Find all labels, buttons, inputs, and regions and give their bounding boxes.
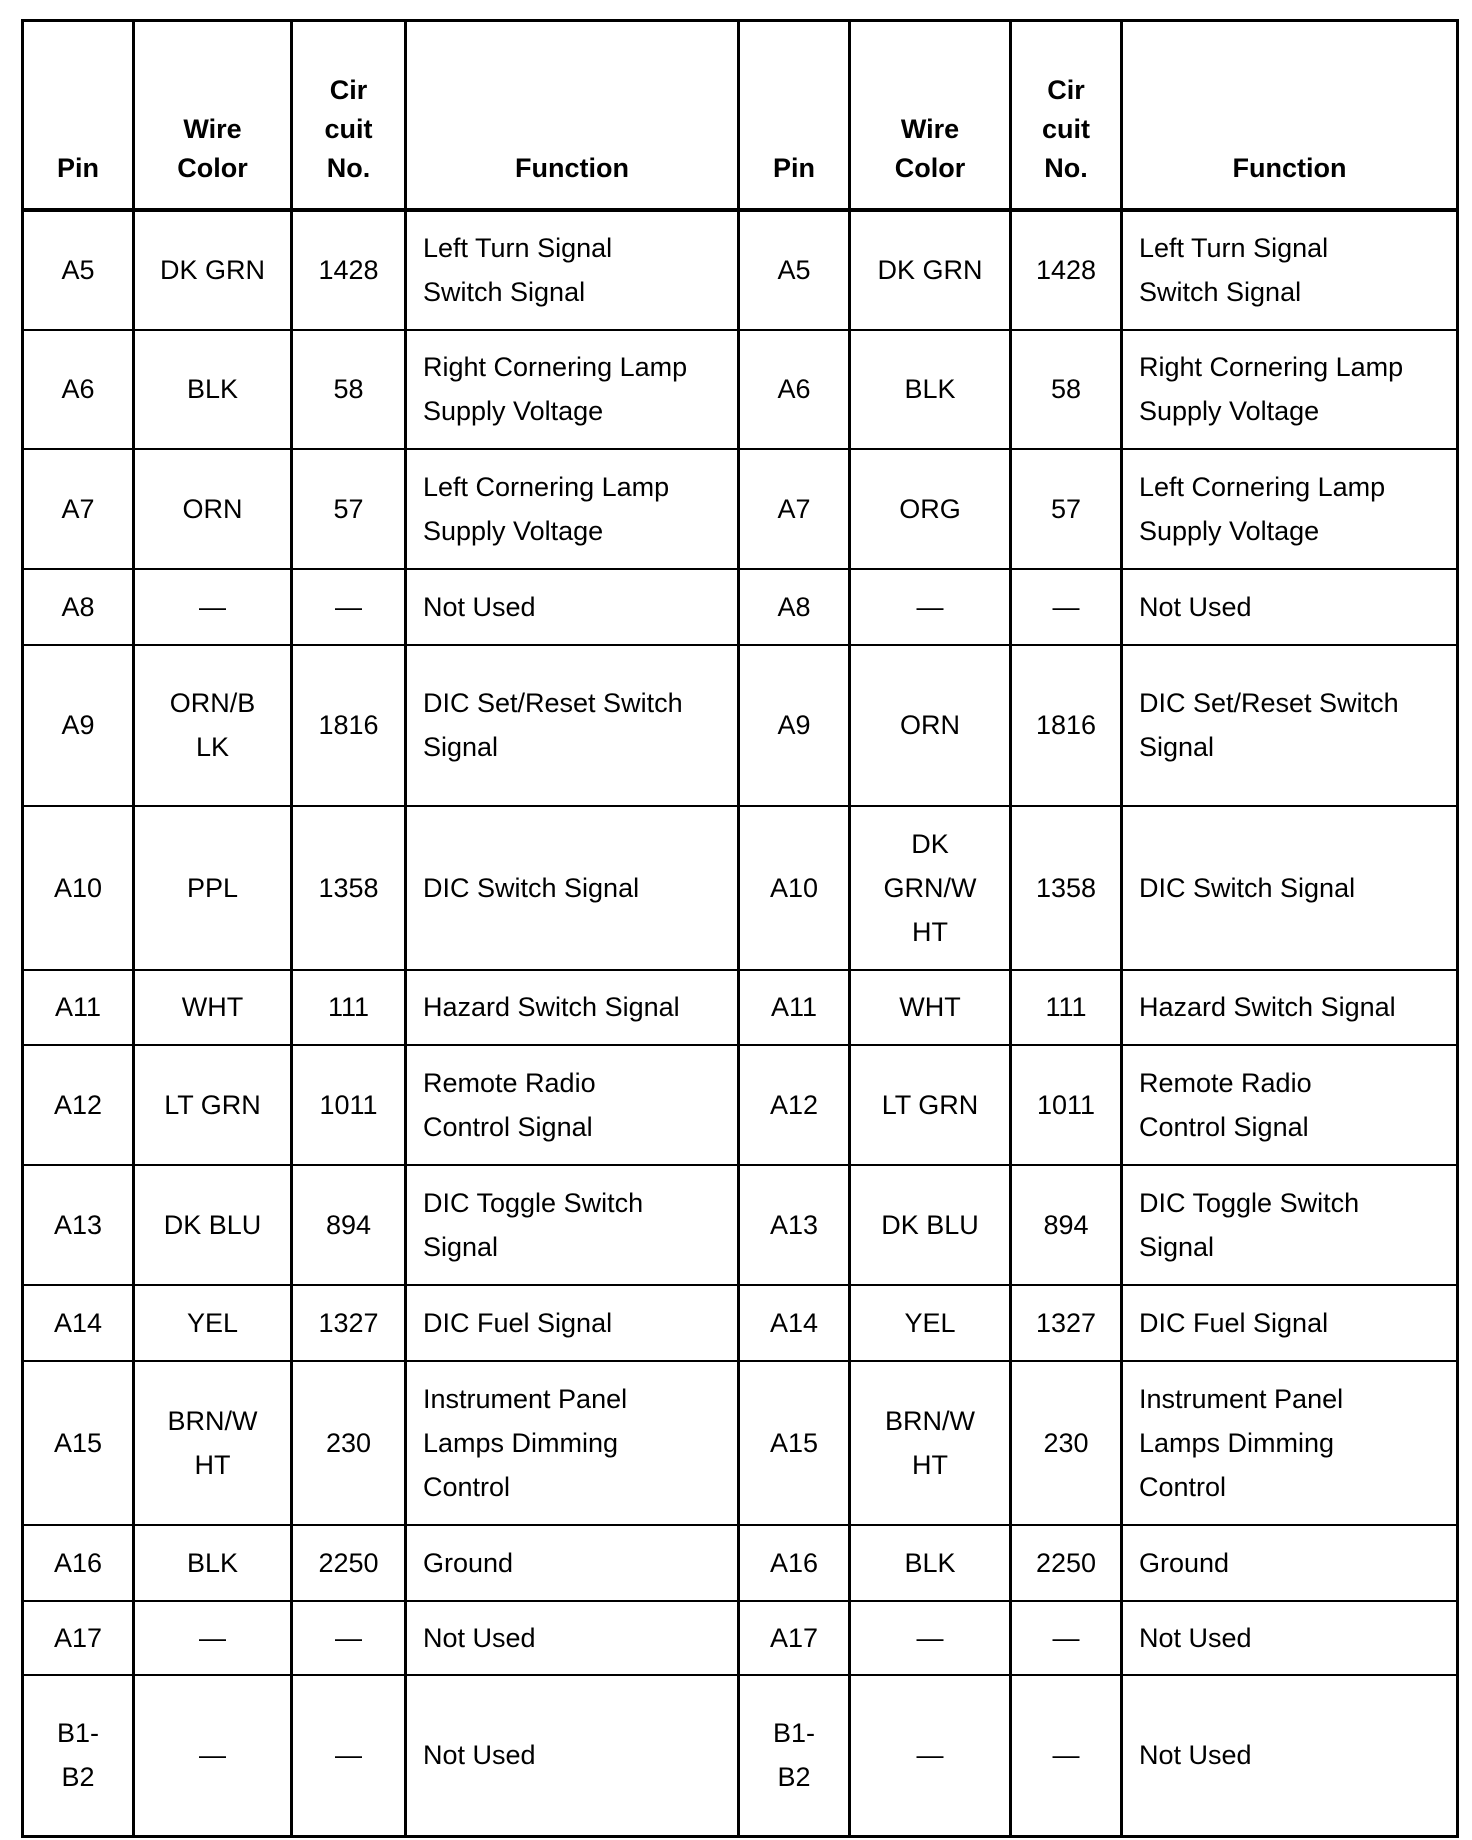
left-function-cell-text: Left Turn Signal Switch Signal — [423, 233, 613, 307]
right-pin-cell-text: B1- B2 — [772, 1718, 816, 1793]
right-pin-cell-text: A16 — [769, 1547, 819, 1578]
right-function-cell-text: DIC Toggle Switch Signal — [1139, 1187, 1360, 1262]
right-circuit-number-cell — [1011, 1045, 1122, 1165]
right-pin-cell — [739, 1525, 850, 1601]
right-function-cell — [1122, 1675, 1458, 1837]
right-circuit-number-cell-text: — — [1052, 1740, 1080, 1771]
left-pin-cell — [23, 1525, 134, 1601]
left-circuit-number-cell-text: 894 — [325, 1209, 372, 1240]
right-wire-color-cell-text: DK BLU — [881, 1209, 979, 1240]
header-pin: Pin — [739, 21, 850, 210]
right-circuit-number-cell — [1011, 970, 1122, 1045]
right-function-cell-text: Left Cornering Lamp Supply Voltage — [1139, 471, 1386, 546]
left-circuit-number-cell-text: 2250 — [318, 1547, 379, 1578]
left-circuit-number-cell-text: 58 — [333, 374, 364, 404]
header-pin: Pin — [23, 21, 134, 210]
left-pin-cell-text: A16 — [53, 1547, 103, 1578]
right-wire-color-cell — [850, 1525, 1011, 1601]
left-wire-color-cell — [134, 1525, 292, 1601]
table-row — [23, 806, 1458, 970]
left-circuit-number-cell — [292, 1675, 406, 1837]
left-function-cell — [406, 210, 739, 330]
right-circuit-number-cell-text: 1358 — [1035, 872, 1097, 903]
left-wire-color-cell-text: DK BLU — [163, 1209, 262, 1240]
table-header-row — [23, 21, 1458, 210]
left-circuit-number-cell — [292, 1045, 406, 1165]
left-circuit-number-cell — [292, 1361, 406, 1525]
left-function-cell — [406, 330, 739, 449]
left-circuit-number-cell-text: 230 — [325, 1427, 372, 1458]
right-pin-cell-text: A6 — [777, 374, 811, 404]
right-function-cell-text: DIC Switch Signal — [1139, 872, 1356, 903]
left-pin-cell-text: B1- B2 — [56, 1718, 100, 1793]
left-wire-color-cell — [134, 1361, 292, 1525]
left-wire-color-cell — [134, 1285, 292, 1361]
left-circuit-number-cell — [292, 645, 406, 806]
right-function-cell — [1122, 1045, 1458, 1165]
left-circuit-number-cell — [292, 1601, 406, 1675]
connector-pinout-table — [21, 19, 1459, 1838]
left-wire-color-cell-text: — — [199, 1740, 226, 1771]
table-row — [23, 1165, 1458, 1285]
right-function-cell — [1122, 449, 1458, 569]
left-pin-cell — [23, 330, 134, 449]
right-pin-cell — [739, 569, 850, 645]
left-circuit-number-cell — [292, 1525, 406, 1601]
left-wire-color-cell — [134, 970, 292, 1045]
right-circuit-number-cell — [1011, 645, 1122, 806]
right-wire-color-cell — [850, 1285, 1011, 1361]
right-circuit-number-cell-text: — — [1052, 591, 1080, 622]
left-wire-color-cell — [134, 1601, 292, 1675]
table-row — [23, 569, 1458, 645]
right-circuit-number-cell-text: 894 — [1043, 1209, 1089, 1240]
right-pin-cell-text: A11 — [770, 992, 818, 1022]
left-pin-cell — [23, 970, 134, 1045]
left-function-cell — [406, 1601, 739, 1675]
right-wire-color-cell — [850, 970, 1011, 1045]
right-circuit-number-cell — [1011, 1165, 1122, 1285]
right-function-cell-text: Not Used — [1139, 591, 1252, 622]
left-circuit-number-cell-text: — — [335, 1740, 362, 1771]
left-function-cell-text: Ground — [423, 1547, 514, 1578]
right-circuit-number-cell-text: 2250 — [1035, 1547, 1097, 1578]
left-circuit-number-cell-text: 1816 — [318, 710, 379, 740]
right-pin-cell — [739, 210, 850, 330]
left-pin-cell — [23, 210, 134, 330]
right-circuit-number-cell-text: 111 — [1045, 992, 1087, 1022]
right-function-cell — [1122, 806, 1458, 970]
right-function-cell-text: Remote Radio Control Signal — [1139, 1067, 1312, 1142]
left-pin-cell — [23, 1361, 134, 1525]
right-pin-cell — [739, 1045, 850, 1165]
left-pin-cell-text: A7 — [61, 493, 95, 524]
right-pin-cell-text: A7 — [777, 493, 811, 524]
right-pin-cell — [739, 806, 850, 970]
left-function-cell — [406, 569, 739, 645]
right-wire-color-cell-text: BRN/W HT — [885, 1405, 975, 1480]
right-pin-cell-text: A15 — [769, 1427, 819, 1458]
left-wire-color-cell-text: BRN/W HT — [167, 1405, 258, 1480]
right-function-cell — [1122, 1285, 1458, 1361]
left-circuit-number-cell-text: 1327 — [318, 1307, 379, 1338]
right-pin-cell — [739, 645, 850, 806]
table-row — [23, 645, 1458, 806]
header-circuit-no: Cir cuit No. — [1011, 21, 1122, 210]
left-function-cell-text: Remote Radio Control Signal — [423, 1067, 596, 1142]
right-wire-color-cell — [850, 449, 1011, 569]
left-wire-color-cell-text: PPL — [186, 872, 239, 903]
table-row — [23, 210, 1458, 330]
header-wire-color: Wire Color — [850, 21, 1011, 210]
right-function-cell-text: Not Used — [1139, 1622, 1252, 1653]
right-function-cell-text: Not Used — [1139, 1740, 1252, 1771]
left-function-cell — [406, 1165, 739, 1285]
right-circuit-number-cell — [1011, 569, 1122, 645]
right-wire-color-cell-text: DK GRN — [877, 255, 983, 285]
right-pin-cell — [739, 1601, 850, 1675]
left-circuit-number-cell-text: — — [335, 1622, 362, 1653]
right-pin-cell-text: A8 — [777, 591, 811, 622]
left-function-cell — [406, 1675, 739, 1837]
right-wire-color-cell — [850, 1361, 1011, 1525]
right-pin-cell — [739, 1361, 850, 1525]
left-pin-cell — [23, 1045, 134, 1165]
right-wire-color-cell — [850, 645, 1011, 806]
left-wire-color-cell — [134, 210, 292, 330]
left-function-cell-text: Left Cornering Lamp Supply Voltage — [423, 471, 670, 546]
table-row — [23, 449, 1458, 569]
left-pin-cell-text: A11 — [54, 992, 102, 1022]
left-circuit-number-cell-text: 1358 — [318, 872, 379, 903]
left-circuit-number-cell-text: — — [335, 591, 362, 622]
left-function-cell-text: Not Used — [423, 591, 536, 622]
right-function-cell-text: Hazard Switch Signal — [1139, 992, 1396, 1022]
left-function-cell-text: DIC Switch Signal — [423, 872, 640, 903]
table-row — [23, 970, 1458, 1045]
left-wire-color-cell — [134, 1165, 292, 1285]
header-function: Function — [406, 21, 739, 210]
left-pin-cell — [23, 806, 134, 970]
left-pin-cell-text: A9 — [61, 710, 95, 740]
right-function-cell — [1122, 210, 1458, 330]
header-function: Function — [1122, 21, 1458, 210]
left-circuit-number-cell — [292, 330, 406, 449]
right-wire-color-cell — [850, 569, 1011, 645]
left-pin-cell-text: A14 — [53, 1307, 103, 1338]
left-pin-cell — [23, 569, 134, 645]
left-function-cell — [406, 449, 739, 569]
right-circuit-number-cell — [1011, 1361, 1122, 1525]
left-circuit-number-cell — [292, 970, 406, 1045]
left-wire-color-cell-text: — — [199, 591, 226, 622]
left-circuit-number-cell — [292, 1285, 406, 1361]
left-circuit-number-cell-text: 1428 — [318, 255, 379, 285]
table-row — [23, 330, 1458, 449]
right-function-cell — [1122, 1361, 1458, 1525]
right-function-cell — [1122, 970, 1458, 1045]
left-circuit-number-cell — [292, 449, 406, 569]
left-wire-color-cell — [134, 645, 292, 806]
left-pin-cell-text: A6 — [61, 374, 95, 404]
right-pin-cell-text: A5 — [777, 255, 811, 285]
left-circuit-number-cell — [292, 210, 406, 330]
left-pin-cell — [23, 1601, 134, 1675]
right-wire-color-cell-text: — — [916, 591, 944, 622]
left-pin-cell-text: A17 — [53, 1622, 103, 1653]
left-pin-cell — [23, 1675, 134, 1837]
right-wire-color-cell — [850, 210, 1011, 330]
right-wire-color-cell-text: YEL — [904, 1307, 956, 1338]
left-wire-color-cell-text: WHT — [181, 992, 244, 1022]
left-function-cell — [406, 1525, 739, 1601]
left-function-cell — [406, 1361, 739, 1525]
right-function-cell-text: Left Turn Signal Switch Signal — [1139, 233, 1329, 307]
table-row — [23, 1525, 1458, 1601]
table-body — [23, 210, 1458, 1837]
right-circuit-number-cell-text: 1428 — [1035, 255, 1097, 285]
left-wire-color-cell — [134, 330, 292, 449]
right-function-cell — [1122, 1601, 1458, 1675]
right-wire-color-cell-text: LT GRN — [881, 1089, 979, 1120]
left-function-cell-text: Instrument Panel Lamps Dimming Control — [423, 1383, 628, 1502]
right-pin-cell-text: A13 — [769, 1209, 819, 1240]
right-pin-cell — [739, 1285, 850, 1361]
right-circuit-number-cell — [1011, 1675, 1122, 1837]
left-function-cell-text: Hazard Switch Signal — [423, 992, 680, 1022]
table-row — [23, 1675, 1458, 1837]
right-wire-color-cell-text: — — [916, 1622, 944, 1653]
right-circuit-number-cell — [1011, 806, 1122, 970]
right-pin-cell — [739, 330, 850, 449]
left-pin-cell-text: A15 — [53, 1427, 103, 1458]
right-function-cell-text: DIC Fuel Signal — [1139, 1307, 1329, 1338]
right-function-cell-text: Instrument Panel Lamps Dimming Control — [1139, 1383, 1344, 1502]
right-function-cell-text: DIC Set/Reset Switch Signal — [1139, 688, 1399, 762]
left-function-cell-text: DIC Toggle Switch Signal — [423, 1187, 644, 1262]
left-pin-cell — [23, 645, 134, 806]
left-wire-color-cell — [134, 449, 292, 569]
right-circuit-number-cell — [1011, 1285, 1122, 1361]
right-function-cell-text: Ground — [1139, 1547, 1230, 1578]
left-pin-cell — [23, 1285, 134, 1361]
right-circuit-number-cell — [1011, 1601, 1122, 1675]
left-wire-color-cell-text: LT GRN — [164, 1089, 261, 1120]
right-circuit-number-cell-text: 58 — [1050, 374, 1082, 404]
table-row — [23, 1601, 1458, 1675]
left-function-cell-text: Not Used — [423, 1740, 536, 1771]
left-wire-color-cell-text: ORN — [182, 493, 243, 524]
header-circuit-no: Cir cuit No. — [292, 21, 406, 210]
right-wire-color-cell — [850, 1165, 1011, 1285]
right-wire-color-cell-text: ORG — [899, 493, 961, 524]
left-circuit-number-cell — [292, 806, 406, 970]
left-function-cell-text: DIC Fuel Signal — [423, 1307, 613, 1338]
left-wire-color-cell-text: — — [199, 1622, 226, 1653]
left-wire-color-cell — [134, 569, 292, 645]
right-wire-color-cell-text: DK GRN/W HT — [883, 828, 977, 947]
right-wire-color-cell-text: ORN — [900, 710, 960, 740]
header-wire-color: Wire Color — [134, 21, 292, 210]
left-circuit-number-cell-text: 1011 — [319, 1089, 378, 1120]
right-function-cell-text: Right Cornering Lamp Supply Voltage — [1139, 352, 1404, 426]
right-circuit-number-cell-text: 1327 — [1035, 1307, 1097, 1338]
right-wire-color-cell-text: WHT — [899, 992, 961, 1022]
left-function-cell — [406, 970, 739, 1045]
right-circuit-number-cell — [1011, 210, 1122, 330]
right-function-cell — [1122, 330, 1458, 449]
right-pin-cell-text: A17 — [769, 1622, 819, 1653]
left-function-cell-text: Not Used — [423, 1622, 536, 1653]
left-circuit-number-cell-text: 57 — [333, 493, 364, 524]
left-wire-color-cell-text: BLK — [186, 374, 239, 404]
left-circuit-number-cell-text: 111 — [327, 992, 370, 1022]
left-wire-color-cell-text: BLK — [186, 1547, 239, 1578]
right-wire-color-cell-text: BLK — [904, 1547, 956, 1578]
right-circuit-number-cell — [1011, 449, 1122, 569]
left-wire-color-cell-text: ORN/B LK — [169, 688, 256, 762]
right-circuit-number-cell-text: 1816 — [1035, 710, 1097, 740]
right-pin-cell-text: A14 — [769, 1307, 819, 1338]
left-wire-color-cell — [134, 1045, 292, 1165]
right-function-cell — [1122, 1525, 1458, 1601]
left-pin-cell — [23, 1165, 134, 1285]
left-wire-color-cell — [134, 1675, 292, 1837]
left-wire-color-cell-text: YEL — [186, 1307, 239, 1338]
right-wire-color-cell-text: — — [916, 1740, 944, 1771]
right-circuit-number-cell-text: 230 — [1043, 1427, 1089, 1458]
left-pin-cell-text: A12 — [53, 1089, 103, 1120]
right-pin-cell — [739, 1675, 850, 1837]
table-row — [23, 1285, 1458, 1361]
right-wire-color-cell — [850, 1045, 1011, 1165]
right-circuit-number-cell — [1011, 1525, 1122, 1601]
left-pin-cell-text: A5 — [61, 255, 95, 285]
left-function-cell — [406, 1285, 739, 1361]
right-pin-cell — [739, 970, 850, 1045]
left-function-cell — [406, 806, 739, 970]
right-wire-color-cell-text: BLK — [904, 374, 956, 404]
right-function-cell — [1122, 1165, 1458, 1285]
left-function-cell-text: DIC Set/Reset Switch Signal — [423, 688, 683, 762]
right-pin-cell-text: A9 — [777, 710, 811, 740]
right-wire-color-cell — [850, 1601, 1011, 1675]
left-circuit-number-cell — [292, 1165, 406, 1285]
right-wire-color-cell — [850, 806, 1011, 970]
right-circuit-number-cell-text: — — [1052, 1622, 1080, 1653]
right-circuit-number-cell — [1011, 330, 1122, 449]
right-wire-color-cell — [850, 1675, 1011, 1837]
right-pin-cell-text: A10 — [769, 872, 819, 903]
right-function-cell — [1122, 569, 1458, 645]
right-pin-cell — [739, 449, 850, 569]
right-circuit-number-cell-text: 57 — [1050, 493, 1082, 524]
right-pin-cell-text: A12 — [769, 1089, 819, 1120]
right-wire-color-cell — [850, 330, 1011, 449]
left-circuit-number-cell — [292, 569, 406, 645]
left-pin-cell-text: A10 — [53, 872, 103, 903]
right-function-cell — [1122, 645, 1458, 806]
left-pin-cell-text: A13 — [53, 1209, 103, 1240]
left-wire-color-cell — [134, 806, 292, 970]
left-function-cell — [406, 645, 739, 806]
right-pin-cell — [739, 1165, 850, 1285]
left-function-cell-text: Right Cornering Lamp Supply Voltage — [423, 352, 688, 426]
left-wire-color-cell-text: DK GRN — [159, 255, 265, 285]
right-circuit-number-cell-text: 1011 — [1036, 1089, 1096, 1120]
left-pin-cell-text: A8 — [61, 591, 95, 622]
left-function-cell — [406, 1045, 739, 1165]
left-pin-cell — [23, 449, 134, 569]
table-row — [23, 1045, 1458, 1165]
table-row — [23, 1361, 1458, 1525]
